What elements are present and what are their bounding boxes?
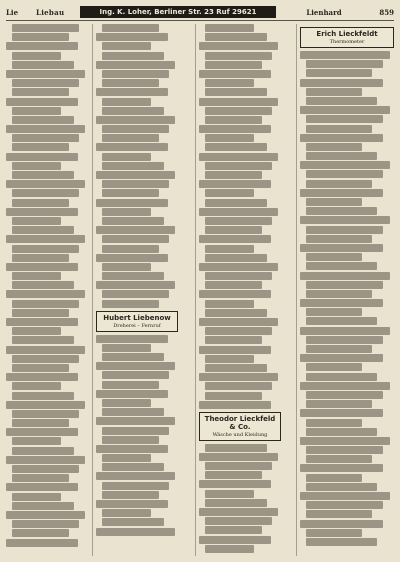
directory-entry-line <box>12 162 61 170</box>
directory-entry-line <box>12 226 74 234</box>
directory-entry-line <box>306 345 372 353</box>
directory-entry-line <box>306 60 383 68</box>
advertisement-box <box>96 311 178 332</box>
directory-entry-line <box>300 244 383 252</box>
directory-entry-line <box>306 474 362 482</box>
directory-entry-line <box>300 134 383 142</box>
column-4 <box>300 24 394 556</box>
directory-entry-line <box>306 510 372 518</box>
advertisement-title: Theodor Lieckfeld & Co. <box>204 414 276 431</box>
directory-entry-line <box>199 453 278 461</box>
directory-entry-line <box>96 171 175 179</box>
directory-entry-line <box>12 254 69 262</box>
directory-entry-line <box>102 381 159 389</box>
directory-entry-line <box>205 281 262 289</box>
directory-entry-line <box>102 353 164 361</box>
directory-entry-line <box>205 134 254 142</box>
directory-entry-line <box>199 125 271 133</box>
directory-entry-line <box>306 207 377 215</box>
directory-entry-line <box>205 526 262 534</box>
directory-entry-line <box>12 474 69 482</box>
directory-entry-line <box>300 79 383 87</box>
directory-entry-line <box>12 189 79 197</box>
advertisement-box <box>199 412 281 441</box>
directory-entry-line <box>6 346 85 354</box>
directory-entry-line <box>6 539 78 547</box>
directory-entry-line <box>199 98 278 106</box>
directory-entry-line <box>306 400 372 408</box>
directory-entry-line <box>12 410 79 418</box>
directory-entry-line <box>102 217 164 225</box>
directory-entry-line <box>199 235 271 243</box>
directory-entry-line <box>12 364 69 372</box>
directory-entry-line <box>12 134 79 142</box>
directory-entry-line <box>306 97 377 105</box>
directory-entry-line <box>12 309 69 317</box>
directory-entry-line <box>12 355 79 363</box>
directory-entry-line <box>6 401 85 409</box>
directory-entry-line <box>96 254 168 262</box>
directory-entry-line <box>96 390 168 398</box>
directory-entry-line <box>306 235 372 243</box>
directory-entry-line <box>102 70 169 78</box>
directory-entry-line <box>300 216 390 224</box>
advertisement-subtitle: Thermometer <box>329 39 365 45</box>
directory-entry-line <box>102 125 169 133</box>
directory-entry-line <box>306 290 372 298</box>
directory-entry-line <box>205 171 262 179</box>
directory-entry-line <box>300 161 390 169</box>
directory-entry-line <box>102 509 151 517</box>
directory-entry-line <box>205 490 254 498</box>
directory-entry-line <box>6 42 78 50</box>
directory-entry-line <box>102 427 169 435</box>
directory-entry-line <box>6 290 85 298</box>
directory-entry-line <box>306 253 362 261</box>
directory-entry-line <box>12 392 74 400</box>
directory-entry-line <box>6 153 78 161</box>
directory-entry-line <box>300 382 390 390</box>
directory-entry-line <box>306 501 383 509</box>
column-separator <box>296 24 297 556</box>
advertisement-title: Erich Lieckfeldt <box>316 30 378 38</box>
advertisement-subtitle: Wäsche und Kleidung <box>212 431 268 438</box>
column-separator <box>195 24 196 556</box>
directory-entry-line <box>306 308 362 316</box>
directory-entry-line <box>306 69 372 77</box>
directory-entry-line <box>96 199 168 207</box>
directory-entry-line <box>300 520 383 528</box>
directory-entry-line <box>102 371 169 379</box>
directory-entry-line <box>306 152 377 160</box>
directory-entry-line <box>205 336 262 344</box>
directory-entry-line <box>306 262 377 270</box>
directory-entry-line <box>6 456 85 464</box>
directory-entry-line <box>300 409 383 417</box>
directory-entry-line <box>12 272 61 280</box>
directory-entry-line <box>300 272 390 280</box>
advertisement-title: Hubert Liebenow <box>103 313 171 322</box>
directory-entry-line <box>102 344 151 352</box>
directory-entry-line <box>306 538 377 546</box>
directory-entry-line <box>102 235 169 243</box>
directory-entry-line <box>199 536 271 544</box>
directory-entry-line <box>102 42 151 50</box>
directory-entry-line <box>102 290 169 298</box>
directory-entry-line <box>12 300 79 308</box>
column-2 <box>96 24 178 556</box>
directory-entry-line <box>205 327 272 335</box>
header-left-fragment: Lie <box>6 7 19 17</box>
directory-entry-line <box>12 52 61 60</box>
directory-entry-line <box>199 180 271 188</box>
header-rule <box>6 20 394 21</box>
directory-entry-line <box>102 52 164 60</box>
directory-entry-line <box>205 217 272 225</box>
directory-entry-line <box>6 180 85 188</box>
directory-entry-line <box>96 445 168 453</box>
directory-entry-line <box>102 463 164 471</box>
directory-entry-line <box>199 346 271 354</box>
directory-entry-line <box>12 171 74 179</box>
directory-entry-line <box>12 199 69 207</box>
directory-entry-line <box>6 263 78 271</box>
directory-entry-line <box>12 493 61 501</box>
directory-entry-line <box>96 528 175 536</box>
directory-entry-line <box>205 162 272 170</box>
directory-entry-line <box>12 465 79 473</box>
directory-entry-line <box>205 254 267 262</box>
directory-entry-line <box>300 299 383 307</box>
directory-entry-line <box>12 33 69 41</box>
directory-entry-line <box>6 235 85 243</box>
directory-entry-line <box>102 454 151 462</box>
directory-entry-line <box>12 24 79 32</box>
directory-entry-line <box>306 170 383 178</box>
directory-entry-line <box>102 134 159 142</box>
directory-entry-line <box>12 245 79 253</box>
directory-entry-line <box>96 33 168 41</box>
directory-entry-line <box>306 180 372 188</box>
directory-entry-line <box>306 391 383 399</box>
directory-entry-line <box>6 98 78 106</box>
directory-entry-line <box>102 399 151 407</box>
header-advertisement: Ing. K. Loher, Berliner Str. 23 Ruf 29621 <box>80 6 276 18</box>
directory-entry-line <box>199 401 271 409</box>
directory-entry-line <box>96 281 175 289</box>
directory-entry-line <box>205 462 272 470</box>
directory-entry-line <box>102 518 164 526</box>
directory-entry-line <box>199 480 271 488</box>
directory-entry-line <box>306 125 372 133</box>
directory-entry-line <box>12 107 61 115</box>
directory-entry-line <box>6 208 78 216</box>
directory-entry-line <box>102 482 169 490</box>
directory-entry-line <box>300 464 383 472</box>
directory-entry-line <box>205 226 262 234</box>
directory-entry-line <box>205 116 262 124</box>
directory-entry-line <box>199 42 278 50</box>
directory-entry-line <box>6 70 85 78</box>
directory-entry-line <box>96 362 175 370</box>
directory-entry-line <box>199 290 271 298</box>
directory-entry-line <box>306 143 362 151</box>
directory-entry-line <box>306 317 377 325</box>
directory-entry-line <box>12 116 74 124</box>
directory-entry-line <box>96 116 175 124</box>
directory-entry-line <box>306 446 383 454</box>
directory-entry-line <box>102 491 159 499</box>
directory-entry-line <box>102 107 164 115</box>
directory-entry-line <box>12 79 79 87</box>
directory-entry-line <box>306 115 383 123</box>
directory-entry-line <box>205 517 272 525</box>
directory-entry-line <box>102 208 151 216</box>
directory-entry-line <box>300 492 390 500</box>
directory-entry-line <box>6 318 78 326</box>
directory-entry-line <box>6 511 85 519</box>
directory-entry-line <box>102 24 159 32</box>
directory-entry-line <box>205 392 262 400</box>
directory-entry-line <box>102 79 159 87</box>
directory-entry-line <box>102 98 151 106</box>
directory-entry-line <box>102 180 169 188</box>
directory-entry-line <box>199 508 278 516</box>
directory-entry-line <box>306 336 383 344</box>
directory-entry-line <box>205 272 272 280</box>
directory-entry-line <box>205 355 254 363</box>
directory-entry-line <box>12 88 69 96</box>
directory-entry-line <box>306 483 377 491</box>
advertisement-box <box>300 27 394 48</box>
directory-entry-line <box>300 327 390 335</box>
directory-entry-line <box>300 354 383 362</box>
directory-entry-line <box>205 545 254 553</box>
header-right-word: Lienhard <box>306 7 342 17</box>
directory-entry-line <box>96 335 168 343</box>
directory-entry-line <box>306 198 362 206</box>
directory-entry-line <box>102 408 164 416</box>
directory-entry-line <box>199 70 271 78</box>
directory-entry-line <box>306 419 362 427</box>
directory-entry-line <box>96 88 168 96</box>
column-3 <box>199 24 281 556</box>
directory-entry-line <box>96 472 175 480</box>
directory-entry-line <box>199 263 278 271</box>
directory-entry-line <box>102 245 159 253</box>
directory-entry-line <box>102 272 164 280</box>
directory-entry-line <box>306 363 362 371</box>
directory-entry-line <box>205 444 267 452</box>
directory-entry-line <box>102 300 159 308</box>
directory-entry-line <box>96 500 168 508</box>
directory-entry-line <box>205 52 272 60</box>
directory-entry-line <box>102 162 164 170</box>
header-left-word: Liebau <box>36 7 65 17</box>
directory-entry-line <box>306 88 362 96</box>
page-number: 859 <box>379 7 394 17</box>
directory-entry-line <box>306 455 372 463</box>
directory-entry-line <box>205 471 262 479</box>
directory-entry-line <box>205 24 254 32</box>
directory-entry-line <box>205 300 254 308</box>
directory-entry-line <box>12 143 69 151</box>
directory-entry-line <box>205 199 267 207</box>
directory-entry-line <box>102 189 159 197</box>
directory-entry-line <box>12 281 74 289</box>
directory-entry-line <box>199 373 278 381</box>
directory-entry-line <box>12 502 74 510</box>
directory-entry-line <box>12 529 69 537</box>
directory-entry-line <box>96 143 168 151</box>
directory-entry-line <box>205 364 267 372</box>
directory-entry-line <box>306 529 362 537</box>
directory-entry-line <box>12 336 74 344</box>
directory-entry-line <box>102 263 151 271</box>
directory-entry-line <box>306 373 377 381</box>
directory-entry-line <box>96 61 175 69</box>
directory-entry-line <box>6 428 78 436</box>
directory-entry-line <box>102 153 151 161</box>
directory-entry-line <box>12 217 61 225</box>
directory-entry-line <box>205 107 272 115</box>
directory-entry-line <box>300 189 383 197</box>
directory-entry-line <box>306 281 383 289</box>
directory-entry-line <box>12 419 69 427</box>
directory-entry-line <box>205 309 267 317</box>
directory-entry-line <box>102 436 159 444</box>
directory-entry-line <box>205 61 262 69</box>
directory-entry-line <box>205 189 254 197</box>
directory-entry-line <box>96 417 175 425</box>
directory-entry-line <box>6 483 78 491</box>
directory-entry-line <box>205 79 254 87</box>
directory-entry-line <box>205 88 267 96</box>
page-header <box>6 6 394 18</box>
directory-entry-line <box>300 106 390 114</box>
directory-entry-line <box>199 153 278 161</box>
directory-entry-line <box>12 437 61 445</box>
column-1 <box>6 24 88 556</box>
directory-entry-line <box>300 51 390 59</box>
directory-entry-line <box>199 208 278 216</box>
directory-entry-line <box>12 447 74 455</box>
directory-entry-line <box>306 226 383 234</box>
directory-entry-line <box>12 61 74 69</box>
directory-entry-line <box>205 382 272 390</box>
column-separator <box>92 24 93 556</box>
directory-entry-line <box>205 499 267 507</box>
directory-entry-line <box>96 226 175 234</box>
directory-entry-line <box>205 33 267 41</box>
directory-entry-line <box>12 520 79 528</box>
advertisement-subtitle: Dreherei – Fernruf <box>113 322 161 329</box>
directory-entry-line <box>306 428 377 436</box>
directory-entry-line <box>12 382 61 390</box>
directory-entry-line <box>300 437 390 445</box>
directory-entry-line <box>205 245 254 253</box>
directory-entry-line <box>205 143 267 151</box>
directory-entry-line <box>12 327 61 335</box>
directory-entry-line <box>6 373 78 381</box>
directory-entry-line <box>199 318 278 326</box>
directory-entry-line <box>6 125 85 133</box>
